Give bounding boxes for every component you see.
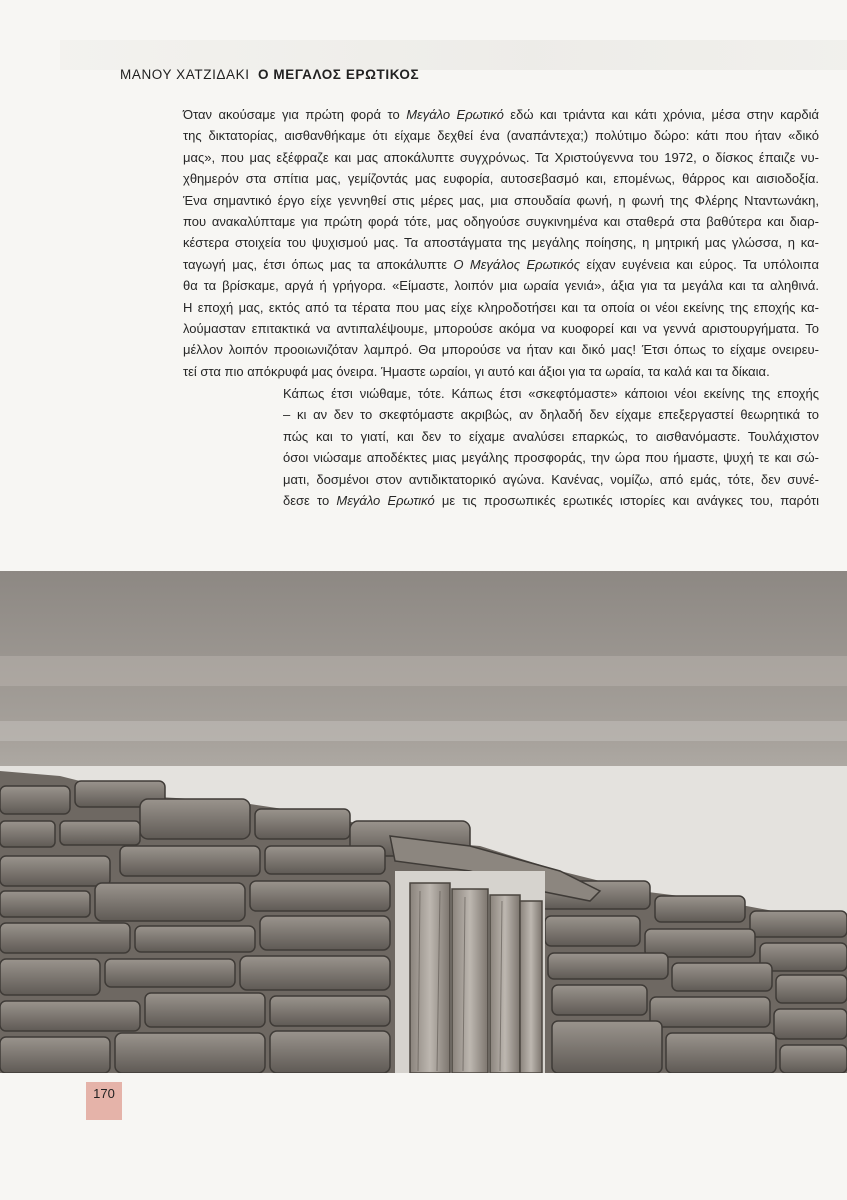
text-block-1-line <box>183 297 819 318</box>
text-block-2-line <box>283 490 819 511</box>
text-segment: της δικτατορίας, αισθανθήκαμε ότι είχαμε δεχθεί ένα (αναπάντεχα;) πολύτιμο δώρο: κάτι που ήταν «δικό <box>183 128 819 144</box>
text-segment: χθημερόν στα σπίτια μας, γεμίζοντάς μας ευφορία, αυτοσεβασμό και, επομένως, θάρρος και αισιοδοξία. <box>183 171 819 187</box>
text-block-1-line <box>183 168 819 189</box>
text-segment: με τις προσωπικές ερωτικές ιστορίες και ανάγκες του, παρότι <box>434 493 820 509</box>
text-segment: Η εποχή μας, εκτός από τα τέρατα που μας είχε κληροδοτήσει και τα οποία οι νέοι εκείνης της εποχής κα- <box>183 299 819 315</box>
italic-title: Μεγάλο Ερωτικό <box>336 493 435 509</box>
text-segment: δεσε το <box>283 493 337 509</box>
text-block-1-line <box>183 104 819 125</box>
text-block-1-line <box>183 190 819 211</box>
text-block-1-line <box>183 232 819 253</box>
running-head <box>120 67 419 82</box>
text-segment: – κι αν δεν το σκεφτόμαστε ακριβώς, αν δηλαδή δεν είχαμε επεξεργαστεί θεωρητικά το <box>283 407 819 423</box>
text-block-2-line <box>283 404 819 425</box>
text-segment: ματι, δοσμένοι στον αντιδικτατορικό αγώνα. Κανένας, νομίζω, από εμάς, τότε, δεν συνέ- <box>283 471 819 487</box>
body-text-block-2 <box>283 383 819 511</box>
text-block-2-line <box>283 426 819 447</box>
text-block-1-line <box>183 361 819 382</box>
text-segment: κέστερα στοιχεία του ψυχισμού μας. Τα αποστάγματα της μεγάλης ποίησης, η μητρική μας γλώσσα, η κα- <box>183 235 819 251</box>
text-segment: τεί στα πιο απόκρυφά μας όνειρα. Ήμαστε ωραίοι, γι αυτό και άξιοι για τα ωραία, τα καλά και τα δίκαια. <box>183 363 770 379</box>
italic-title: Μεγάλο Ερωτικό <box>406 107 504 122</box>
text-segment: θα τα βρίσκαμε, αργά ή γρήγορα. «Είμαστε, λοιπόν μια ωραία γενιά», άξια για τα μεγάλα και τα αληθινά. <box>183 278 819 294</box>
text-segment: Ένα σημαντικό έργο είχε γεννηθεί στις μέρες μας, μια σπουδαία φωνή, η φωνή της Φλέρης Νταντωνάκη, <box>183 192 819 208</box>
bleed-through-band <box>60 40 847 70</box>
text-segment: που ανακαλύπταμε για πρώτη φορά τότε, μας οδηγούσε συγκινημένα και σταθερά στα βαθύτερα και διαρ- <box>183 214 819 230</box>
text-segment: ταγωγή μας, έτσι όπως μας τα αποκάλυπτε <box>183 256 454 272</box>
landscape-photo <box>0 571 847 1073</box>
text-segment: μέλλον λοιπόν προοιωνιζόταν λαμπρό. Θα μπορούσε να ήταν και δικό μας! Έτσι όπως το είχαμε ονειρευ- <box>183 342 819 358</box>
text-segment: Όταν ακούσαμε για πρώτη φορά το <box>183 107 407 122</box>
page-number: 170 <box>86 1082 122 1120</box>
text-segment: είχαν ευγένεια και εύρος. Τα υπόλοιπα <box>580 256 819 272</box>
text-segment: πώς και το γιατί, και δεν το είχαμε αναλύσει επαρκώς, το αισθανόμαστε. Τουλάχιστον <box>283 428 819 444</box>
body-text-block-1 <box>183 104 819 382</box>
text-block-1-line <box>183 318 819 339</box>
running-head-author: ΜΑΝΟΥ ΧΑΤΖΙΔΑΚΙ <box>120 67 250 82</box>
text-block-1-line <box>183 339 819 360</box>
text-block-1-line <box>183 147 819 168</box>
italic-title: Ο Μεγάλος Ερωτικός <box>453 256 581 272</box>
text-segment: λούμασταν επιτακτικά να αντιπαλέψουμε, μπορούσε ακόμα να κυοφορεί και να γεννά αριστουργήματα. Το <box>183 321 819 337</box>
text-segment: εδώ και τριάντα και κάτι χρόνια, μέσα στην καρδιά <box>503 107 820 122</box>
text-block-2-line <box>283 469 819 490</box>
text-block-1-line <box>183 125 819 146</box>
text-segment: όσοι νιώσαμε αποδέκτες μιας μεγάλης προσφοράς, την ώρα που ήμαστε, ψυχή τε και σώ- <box>283 450 819 466</box>
text-segment: Κάπως έτσι νιώθαμε, τότε. Κάπως έτσι «σκεφτόμαστε» κάποιοι νέοι εκείνης της εποχής <box>283 386 819 401</box>
running-head-title: Ο ΜΕΓΑΛΟΣ ΕΡΩΤΙΚΟΣ <box>257 67 420 82</box>
text-segment: μας», που μας εξέφραζε και μας αποκάλυπτε συγχρόνως. Τα Χριστούγεννα του 1972, ο δίσκος έπαιζε νυ- <box>183 149 819 165</box>
text-block-2-line <box>283 383 819 404</box>
text-block-1-line <box>183 254 819 275</box>
text-block-2-line <box>283 447 819 468</box>
text-block-1-line <box>183 211 819 232</box>
text-block-1-line <box>183 275 819 296</box>
